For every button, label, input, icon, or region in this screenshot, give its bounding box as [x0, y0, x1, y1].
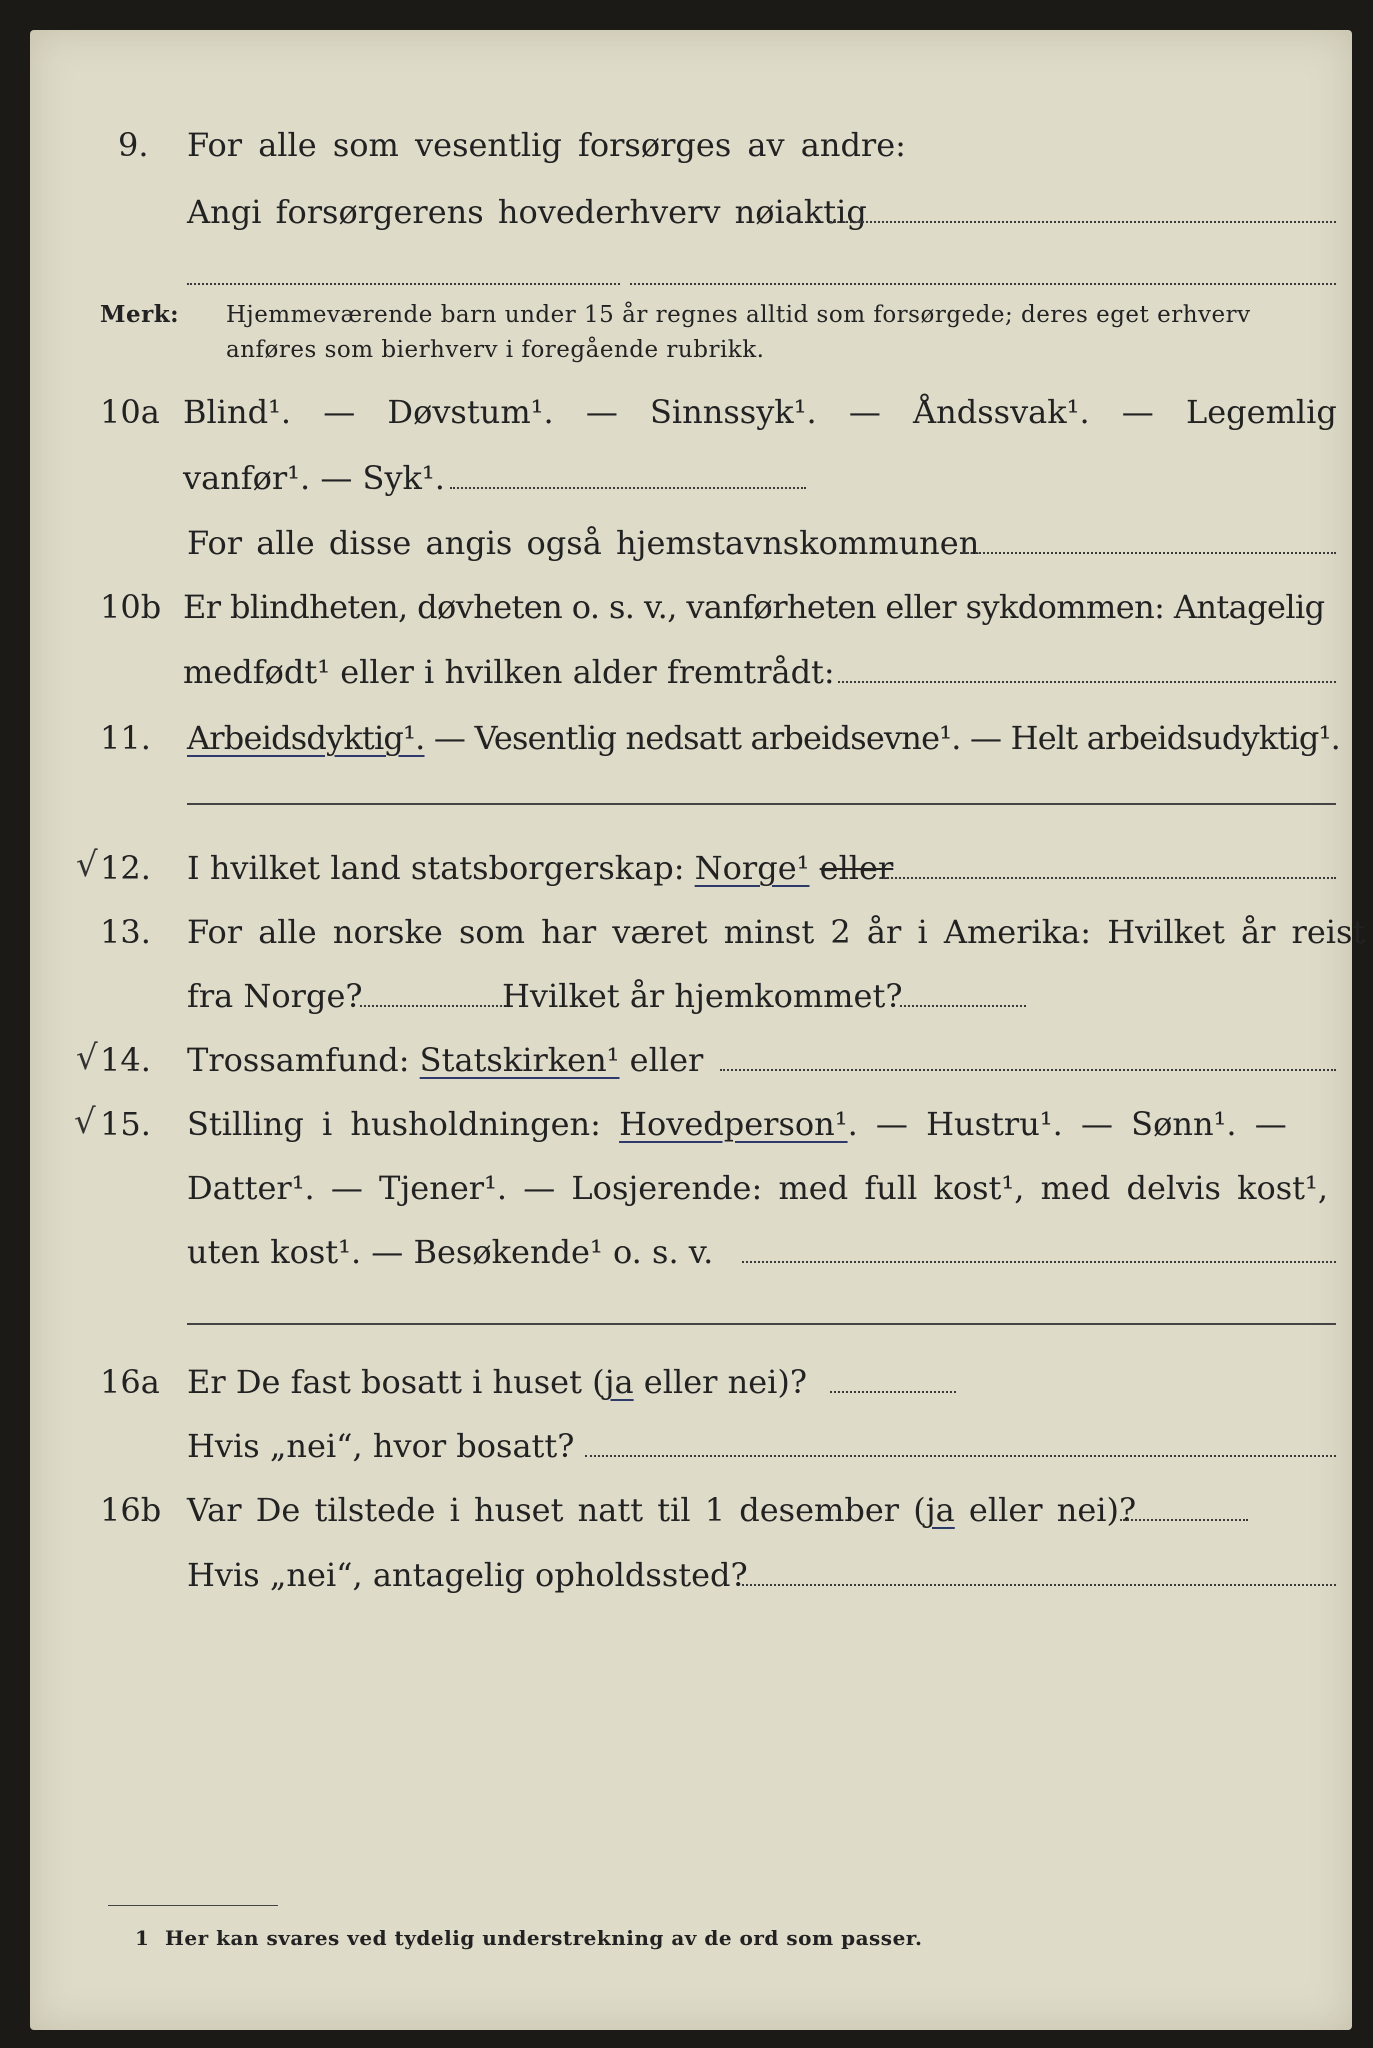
q13-line2a: fra Norge?	[187, 977, 363, 1015]
q12-number: 12.	[100, 849, 151, 887]
q10a-answer-field[interactable]	[450, 487, 806, 489]
footnote-divider	[108, 1905, 278, 1906]
q14-question: Trossamfund:	[187, 1041, 420, 1079]
q12-answer-field[interactable]	[880, 877, 1336, 879]
q9-number: 9.	[118, 126, 149, 164]
q10b-line1: Er blindheten, døvheten o. s. v., vanførheten eller sykdommen: Antagelig	[183, 588, 1325, 626]
q11-number: 11.	[100, 719, 151, 757]
merk-label: Merk:	[100, 301, 180, 328]
q12-answer[interactable]: Norge¹	[694, 849, 810, 887]
q9-answer-field[interactable]	[830, 221, 1336, 223]
q9-answer-field-3[interactable]	[630, 283, 1336, 285]
q15-answer-rule[interactable]	[187, 1323, 1336, 1325]
footnote-mark: 1	[135, 1926, 150, 1950]
checkmark-icon: √	[76, 845, 98, 885]
q15-answer[interactable]: Hovedperson¹	[619, 1105, 848, 1143]
q9-line1: For alle som vesentlig forsørges av andre:	[187, 126, 906, 164]
q15-question: Stilling i husholdningen:	[187, 1105, 620, 1143]
q16a-eller-nei: eller nei)?	[633, 1363, 808, 1401]
q10a-hometown-field[interactable]	[960, 552, 1336, 554]
q11-text	[187, 718, 1340, 758]
q14-text	[187, 1040, 703, 1080]
q16b-answer[interactable]: ja	[925, 1491, 955, 1529]
q16b-number: 16b	[100, 1491, 162, 1529]
q16a-line1	[187, 1362, 807, 1402]
footnote-text: Her kan svares ved tydelig understrekning av de ord som passer.	[165, 1926, 923, 1950]
q16b-question: Var De tilstede i huset natt til 1 desember (	[187, 1491, 926, 1529]
q13-year-returned-field[interactable]	[900, 1005, 1026, 1007]
q10b-number: 10b	[100, 588, 162, 626]
q13-number: 13.	[100, 913, 151, 951]
q12-text	[187, 848, 893, 888]
q16b-eller-nei: eller nei)?	[954, 1491, 1137, 1529]
q15-line1	[187, 1104, 1287, 1144]
q10b-answer-field[interactable]	[838, 681, 1336, 683]
q10a-line1: Blind¹. — Døvstum¹. — Sinnssyk¹. — Åndssvak¹. — Legemlig	[183, 393, 1337, 431]
q15-options: . — Hustru¹. — Sønn¹. —	[847, 1105, 1287, 1143]
q14-eller: eller	[619, 1041, 704, 1079]
q13-line1: For alle norske som har været minst 2 år i Amerika: Hvilket år reist	[187, 913, 1366, 951]
q16a-number: 16a	[100, 1363, 160, 1401]
q16b-answer-field[interactable]	[1120, 1519, 1248, 1521]
census-form-page	[30, 30, 1366, 2030]
q11-options: — Vesentlig nedsatt arbeidsevne¹. — Helt arbeidsudyktig¹.	[424, 719, 1340, 757]
checkmark-icon: √	[76, 1038, 98, 1078]
q14-answer-field[interactable]	[720, 1069, 1336, 1071]
merk-line2: anføres som bierhverv i foregående rubrikk.	[226, 337, 765, 363]
q9-line2: Angi forsørgerens hovederhverv nøiaktig	[187, 193, 867, 231]
q11-underlined-answer[interactable]: Arbeidsdyktig¹.	[187, 719, 425, 757]
q10a-line2: vanfør¹. — Syk¹.	[183, 459, 445, 497]
q15-number: 15.	[100, 1105, 151, 1143]
q16a-line2: Hvis „nei“, hvor bosatt?	[187, 1427, 575, 1465]
q11-answer-rule[interactable]	[187, 803, 1336, 805]
q16b-location-field[interactable]	[742, 1584, 1336, 1586]
q10a-line3: For alle disse angis også hjemstavnskommunen	[187, 524, 980, 562]
q9-answer-field-2[interactable]	[187, 283, 620, 285]
q16a-question: Er De fast bosatt i huset (	[187, 1363, 605, 1401]
q14-answer[interactable]: Statskirken¹	[419, 1041, 620, 1079]
q16b-line2: Hvis „nei“, antagelig opholdssted?	[187, 1556, 748, 1594]
q16b-line1	[187, 1490, 1136, 1530]
q13-year-left-field[interactable]	[360, 1005, 510, 1007]
q16a-answer-field[interactable]	[830, 1391, 956, 1393]
q12-question: I hvilket land statsborgerskap:	[187, 849, 695, 887]
merk-line1: Hjemmeværende barn under 15 år regnes alltid som forsørgede; deres eget erhverv	[226, 302, 1251, 328]
q16a-answer[interactable]: ja	[604, 1363, 634, 1401]
checkmark-icon: √	[74, 1102, 96, 1142]
q14-number: 14.	[100, 1041, 151, 1079]
q15-line2: Datter¹. — Tjener¹. — Losjerende: med full kost¹, med delvis kost¹,	[187, 1169, 1329, 1207]
q16a-address-field[interactable]	[585, 1455, 1336, 1457]
q15-answer-field[interactable]	[742, 1261, 1336, 1263]
q15-line3: uten kost¹. — Besøkende¹ o. s. v.	[187, 1233, 714, 1271]
q12-struck-word: eller	[819, 849, 894, 887]
q10a-number: 10a	[100, 393, 160, 431]
q13-line2b: Hvilket år hjemkommet?	[502, 977, 903, 1015]
q10b-line2: medfødt¹ eller i hvilken alder fremtrådt:	[183, 653, 835, 691]
